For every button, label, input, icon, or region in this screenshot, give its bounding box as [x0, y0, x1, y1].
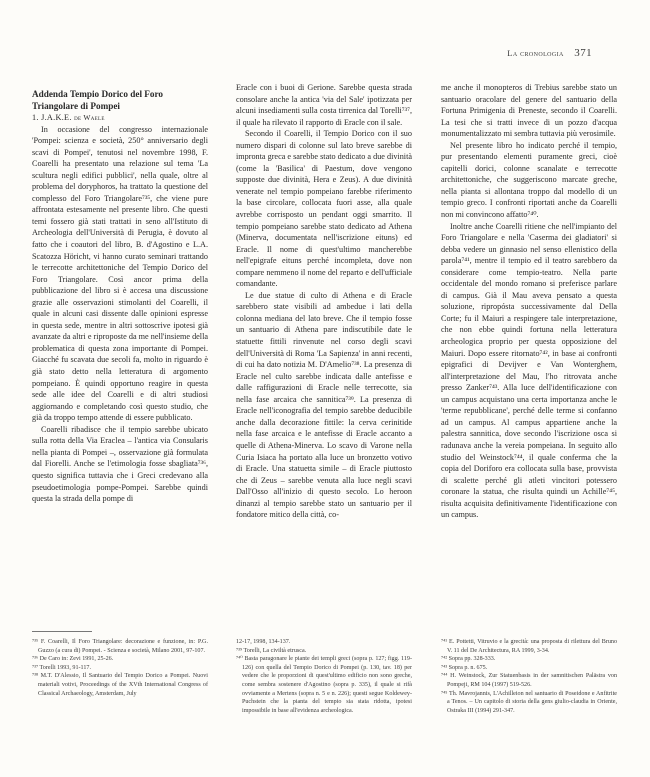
footnote: ⁷³⁷ Torelli 1993, 91-117. [32, 664, 91, 671]
paragraph: Eracle con i buoi di Gerione. Sarebbe questa strada consolare anche la antica 'via del Sale' ipotizzata per alcuni insediamenti sulla costa tirrenica dal Torelli⁷³⁷, il quale ha rilevato il rapporto di Eracle con il sale. [236, 83, 412, 127]
footnote: ⁷³⁵ F. Coarelli, Il Foro Triangolare: decorazione e funzione, in: P.G. Guzzo (a cura di) Pompei. - Scienza e società, Milano 2001, 97-107. [32, 639, 208, 654]
footnote: ⁷⁴² Sopra pp. 328-333. [441, 656, 496, 663]
footnote: ⁷⁴⁵ Th. Mavrojannis, L'Achilleion nel santuario di Poseidone e Anfitrite a Tenos. – Un capitolo di storia della gens giulio-claudia in Oriente, Ostraka III (1994) 291-347. [441, 690, 617, 714]
running-head-title: La cronologia [507, 48, 564, 58]
footnote: ⁷⁴⁰ Basta paragonare le piante dei templi greci (sopra p. 127; figg. 119-126) con quella del Tempio Dorico di Pompei (p. 130, tav. 18) per vedere che le proporzioni di quest'ultimo edificio non sono greche, come sembra sostenere d'Agostino (sopra p. 335), il quale si rifà ovviamente a Mertens (sopra n. 5 e n. 226); questi segue Koldewey-Puchstein che la pianta del tempio sia stata ridotta, ipotesi impossibile in base all'evidenza archeologica. [236, 656, 412, 714]
footnotes-column-3 [441, 638, 617, 715]
footnotes-column-2 [236, 638, 412, 715]
text-column-2 [236, 82, 412, 521]
author-surname: de Waele [74, 113, 105, 122]
footnote-rule [32, 631, 92, 632]
footnote: 12-17, 1998, 134-137. [236, 639, 291, 645]
footnote: ⁷³⁸ M.T. D'Alessio, Il Santuario del Tempio Dorico a Pompei. Nuovi materiali votivi, Proceedings of the XVth International Congress of Classical Archaeology, Amsterdam, July [32, 673, 208, 697]
paragraph: Secondo il Coarelli, il Tempio Dorico con il suo numero dispari di colonne sul lato breve sarebbe di impronta greca e sarebbe stato dedicato a due divinità (come la 'Basilica' di Paestum, dove vengono supposte due divinità, Hera e Zeus). A due divinità venerate nel tempio pompeiano farebbe riferimento la base circolare, collocata fuori asse, alla quale avrebbe corrisposto un pendant oggi smarrito. Il tempio pompeiano sarebbe stato dedicato ad Athena (Minerva, documentata nell'iscrizione eituns) ed Eracle. Il nome di quest'ultimo mancherebbe nell'epigrafe eituns perché incompleta, dove non compare nemmeno il nome del reparto e dell'ufficiale comandante. [236, 129, 412, 289]
paragraph: Nel presente libro ho indicato perché il tempio, pur presentando elementi puramente greci, cioè capitelli dorici, colonne scanalate e terrecotte architettoniche, che suggeriscono marcate greche, nella pianta si allontana troppo dal modello di un tempio greco. I confronti riportati anche da Coarelli non mi convincono affatto⁷⁴⁰. [441, 140, 617, 220]
footnote: ⁷⁴³ Sopra p. n. 675. [441, 664, 488, 671]
footnote: ⁷³⁶ De Caro in: Zevi 1991, 25-26. [32, 656, 114, 663]
author-line [32, 112, 208, 124]
footnote: ⁷⁴¹ E. Pottetti, Vitruvio e la grecità: una proposta di rilettura del Bruno V. 11 del De Architectura, RA 1999, 3-34. [441, 639, 617, 654]
text-column-3 [441, 82, 617, 521]
article-heading: Addenda Tempio Dorico del Foro Triangolare di Pompei [32, 89, 164, 111]
paragraph: Inoltre anche Coarelli ritiene che nell'impianto del Foro Triangolare e nella 'Caserma dei gladiatori' si debba vedere un ginnasio nel senso ellenistico della parola⁷⁴¹, mentre il tempio ed il teatro sarebbero da considerare come tempio-teatro. Nella parte occidentale del mondo romano si preferisce parlare di campus. Già il Mau aveva pensato a questa soluzione, ripropósta successivamente dal Della Corte; fu il Maiuri a respingere tale interpretazione, che non ebbe quindi fortuna nella letteratura archeologica proprio per questa opposizione del Maiuri. Dopo essere ritornato⁷⁴², in base ai confronti epigrafici di Devijver e Van Wonterghem, all'interpretazione del Mau, l'ho ritrovata anche presso Zanker⁷⁴³. Alla luce dell'identificazione con un campus acquistano una certa importanza anche le 'terme repubblicane', perché delle terme si confanno ad un campus. Al campus appartiene anche la palestra sannitica, dove secondo l'iscrizione osca si radunava anche la vereia pompeiana. In seguito allo studio del Weinstock⁷⁴⁴, il quale conferma che la copia del Doriforo era collocata sulla base, provvista di scalette perché gli atleti vincitori potessero coronare la statua, che risulta quindi un Achille⁷⁴⁵, risulta acquisita definitivamente l'identificazione con un campus. [441, 221, 617, 520]
author-prefix: 1. J.A.K.E. [32, 113, 72, 122]
paragraph: me anche il monopteros di Trebius sarebbe stato un santuario oracolare del genere del santuario della Fortuna Primigenia di Preneste, secondo il Coarelli. La tesi che si tratti invece di un pozzo d'acqua monumentalizzato mi sembra tuttavia più verosimile. [441, 83, 617, 139]
footnote: ⁷³⁹ Torelli, La civiltà etrusca. [236, 647, 307, 654]
footnotes-column-1 [32, 638, 208, 698]
page-number: 371 [574, 47, 592, 59]
paragraph: In occasione del congresso internazionale 'Pompei: scienza e società, 250° anniversario degli scavi di Pompei', tenutosi nel novembre 1998, F. Coarelli ha presentato una relazione sul tema 'La scultura negli edifici pubblici', nella quale, oltre al problema del doryphoros, ha trattato la questione del complesso del Foro Triangolare⁷³⁵, che viene pure affrontata estesamente nel presente libro. Che questi temi fossero già stati trattati in seno all'Istituto di Archeologia dell'Università di Perugia, è dovuto al fatto che i coautori del libro, B. d'Agostino e L.A. Scatozza Höricht, vi hanno curato seminari trattando le terrecotte architettoniche del Tempio Dorico del Foro Triangolare. Così ancor prima della pubblicazione del libro si è accesa una discussione grazie alle osservazioni stimolanti del Coarelli, il quale in alcuni casi dissente dalle opinioni espresse in questa sede, mentre in altri sottoscrive ipotesi già avanzate da altri e riproposte da me nell'insieme della problematica di questa zona importante di Pompei. Giacché fu scavata due secoli fa, molto in riguardo è già stato detto nella letteratura di argomento pompeiano. È quindi opportuno reagire in questa sede alle idee del Coarelli e di altri studiosi aggiornando e completando così questo studio, che già da troppo tempo attende di essere pubblicato. [32, 124, 208, 423]
text-column-1 [32, 88, 208, 505]
footnote: ⁷⁴⁴ H. Weinstock, Zur Statuenbasis in der samnitischen Palästra von Pompeji, RM 104 (1997) 519-526. [441, 673, 617, 688]
running-head [507, 47, 592, 59]
paragraph: Le due statue di culto di Athena e di Eracle sarebbero state visibili ad ambedue i lati della colonna mediana del lato breve. Che il tempio fosse un santuario di Athena pare indiscutibile date le statuette fittili rinvenute nel corso degli scavi dell'Università di Roma 'La Sapienza' in anni recenti, di cui ha dato notizia M. D'Amelio⁷³⁸. La presenza di Eracle nel culto sarebbe indicata dalle antefisse e dalle raffigurazioni di Eracle nelle terrecotte, sia nella fase arcaica che sannitica⁷³⁹. La presenza di Eracle nell'iconografia del tempio sarebbe deducibile anche dalla decorazione fittile: la cerva cerinitide nella fase arcaica e le antefisse di Eracle accanto a quelle di Athena-Minerva. Lo scavo di Varone nella Curia Isiaca ha portato alla luce un bronzetto votivo di Eracle. Una statuetta simile – di Eracle piuttosto che di Zeus – sarebbe venuta alla luce negli scavi Dall'Osso all'inizio di questo secolo. Lo heroon dinanzi al tempio sarebbe stato un santuario per il fondatore mitico della città, co- [236, 290, 412, 520]
paragraph: Coarelli ribadisce che il tempio sarebbe ubicato sulla rotta della Via Eraclea – l'antica via Consularis nella pianta di Pompei –, osservazione già formulata dal Fiorelli. Anche se l'etimologia fosse sbagliata⁷³⁶, questo significa tuttavia che i Greci credevano alla pseudoetimologia pompe-Pompei. Sarebbe quindi questa la strada della pompe di [32, 424, 208, 504]
